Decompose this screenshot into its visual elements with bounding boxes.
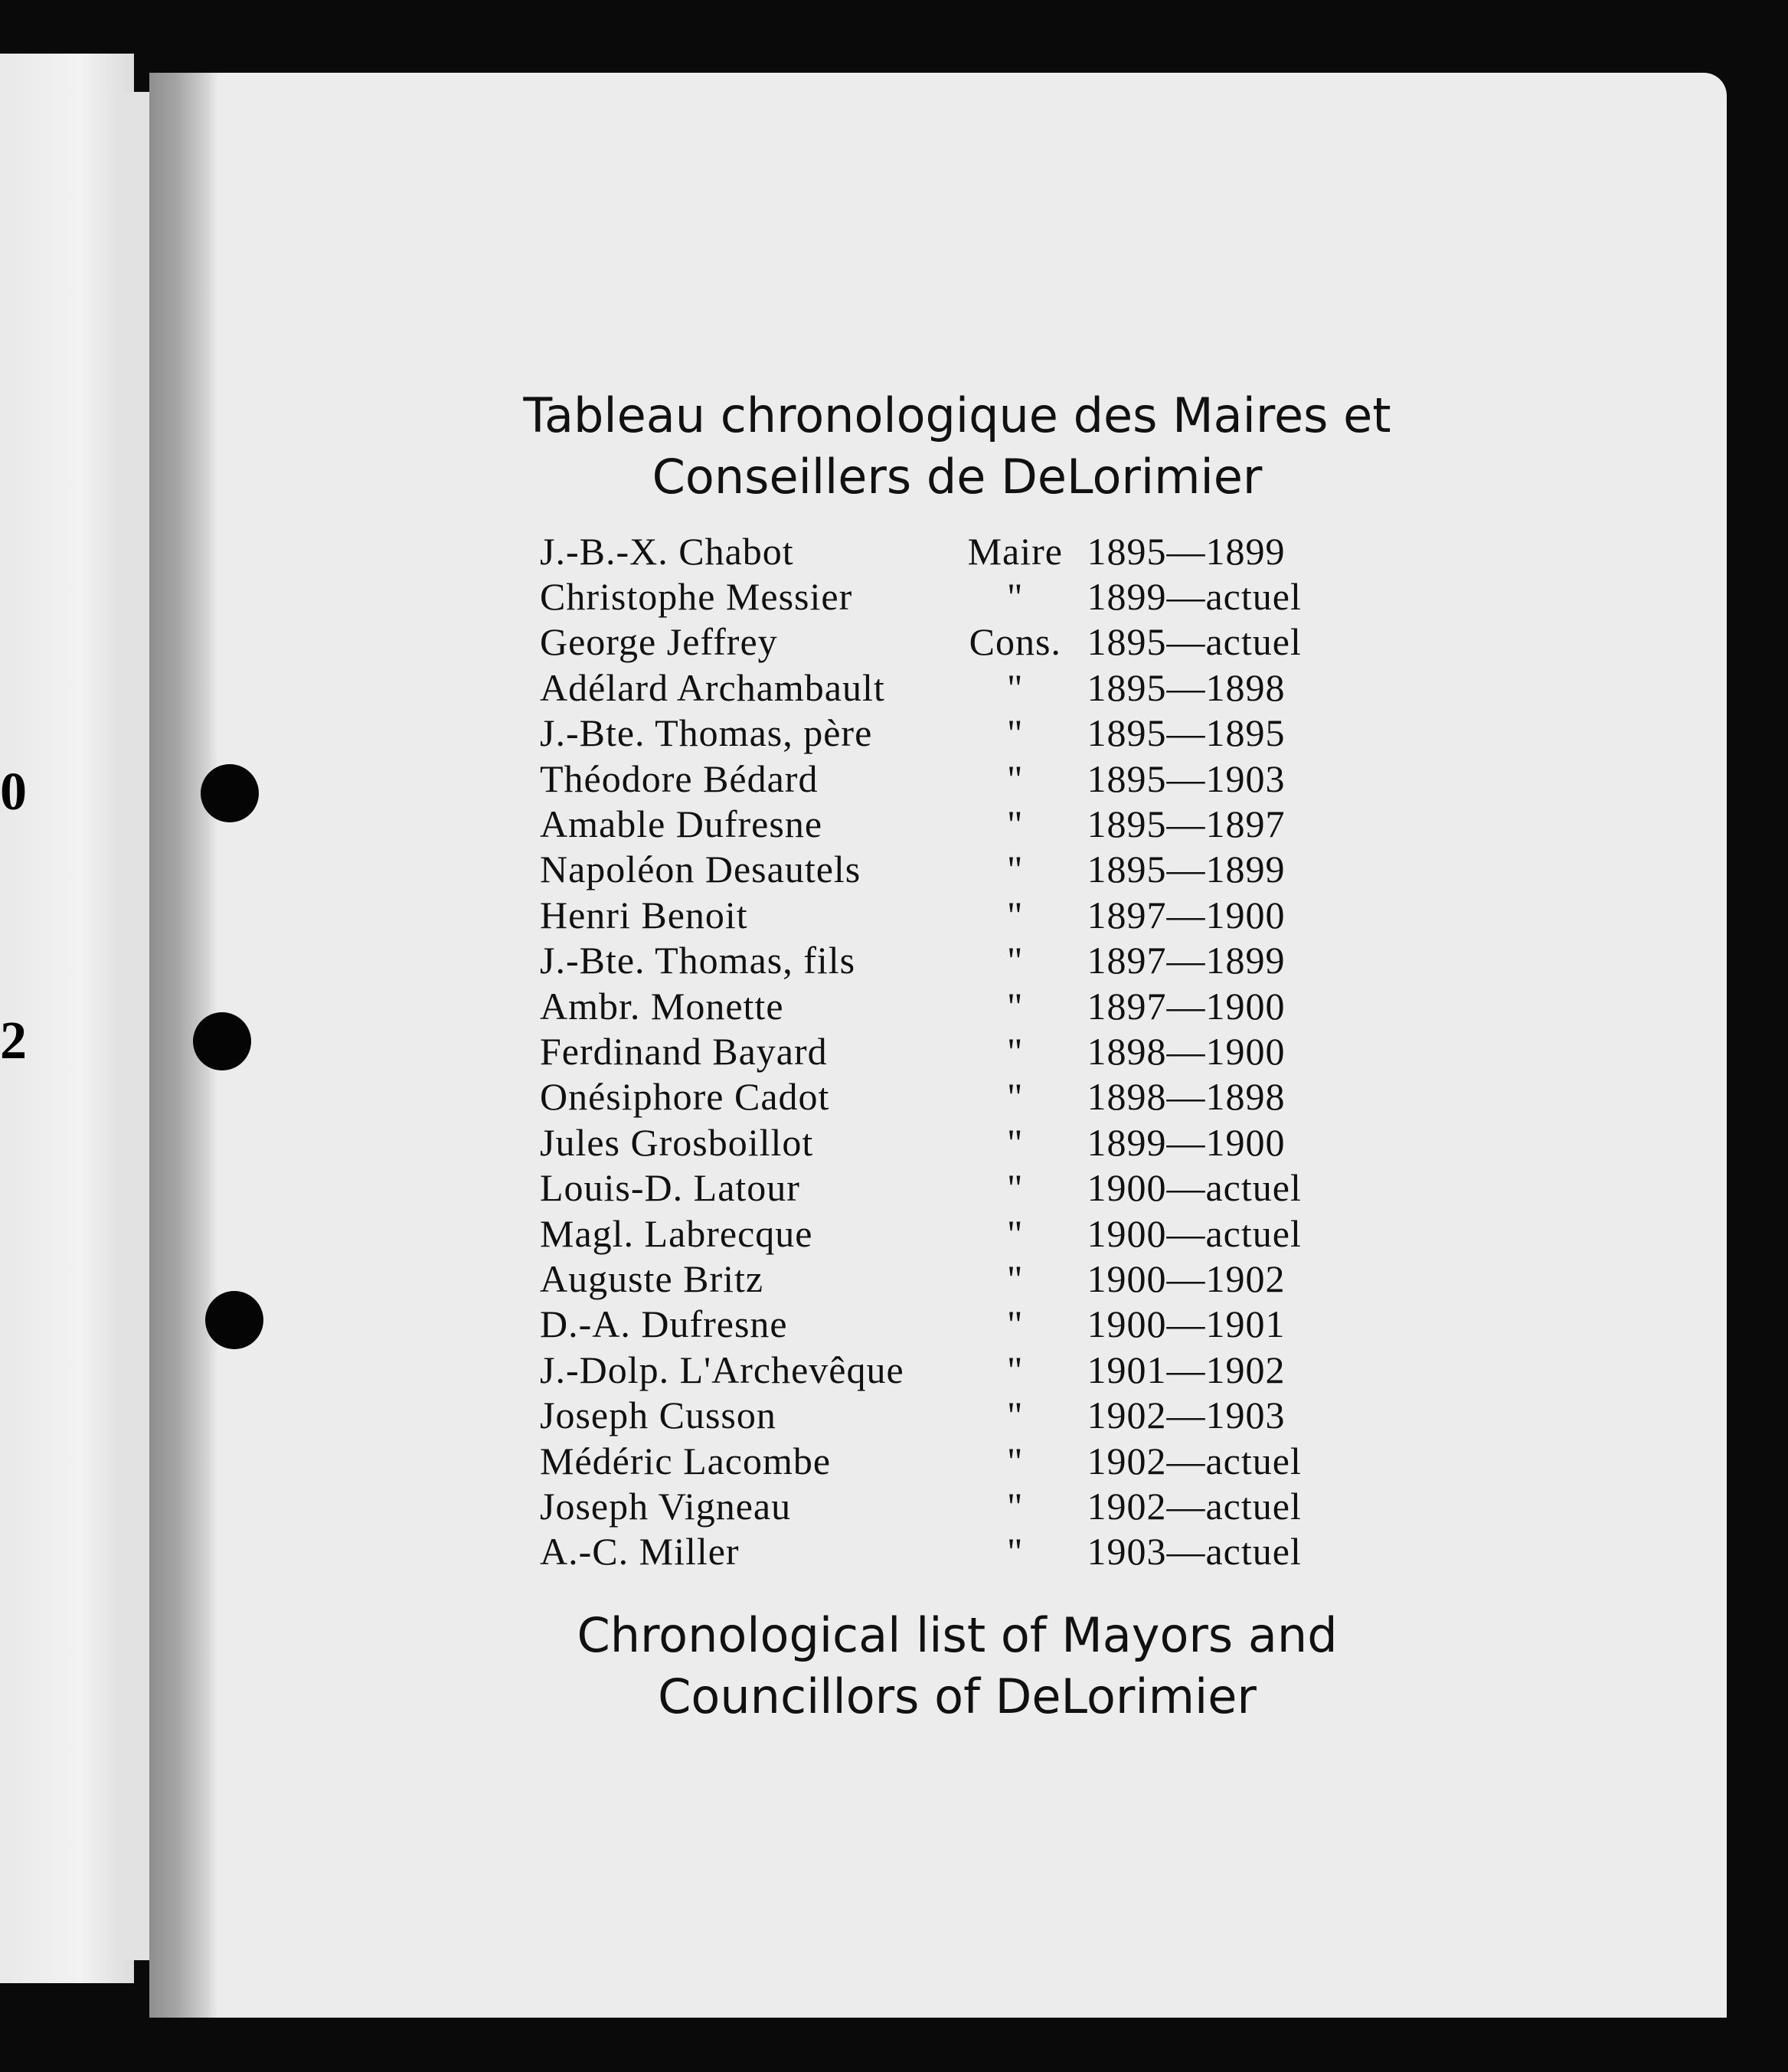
roster-name: J.-B.-X. Chabot <box>540 529 794 573</box>
roster-name: Adélard Archambault <box>540 665 885 709</box>
roster-years: 1900—1901 <box>1087 1302 1286 1346</box>
roster-name: Joseph Vigneau <box>540 1484 792 1528</box>
roster-years: 1901—1902 <box>1087 1348 1286 1391</box>
table-row <box>540 619 1367 665</box>
roster-role: " <box>1007 802 1024 846</box>
table-row <box>540 983 1367 1028</box>
roster-years: 1895—actuel <box>1087 620 1302 664</box>
roster-years: 1902—actuel <box>1087 1484 1302 1528</box>
roster-name: J.-Dolp. L'Archevêque <box>540 1348 904 1391</box>
roster-years: 1899—actuel <box>1087 575 1302 619</box>
roster-name: Amable Dufresne <box>540 802 823 846</box>
roster-years: 1895—1897 <box>1087 802 1286 846</box>
roster-role: " <box>1007 848 1024 891</box>
roster-name: A.-C. Miller <box>540 1530 740 1574</box>
roster-role: " <box>1007 1302 1024 1346</box>
table-row <box>540 1256 1367 1301</box>
roster-years: 1902—actuel <box>1087 1439 1302 1482</box>
roster-years: 1900—actuel <box>1087 1166 1302 1210</box>
roster-name: Auguste Britz <box>540 1257 764 1300</box>
title-english-line-1: Chronological list of Mayors and <box>577 1607 1338 1663</box>
table-row <box>540 1438 1367 1483</box>
roster-years: 1895—1899 <box>1087 529 1286 573</box>
roster-name: Napoléon Desautels <box>540 848 861 891</box>
table-row <box>540 1119 1367 1165</box>
table-row <box>540 801 1367 846</box>
edge-glyph: 0 <box>0 763 27 822</box>
roster-role: " <box>1007 757 1024 800</box>
roster-years: 1898—1900 <box>1087 1029 1286 1073</box>
table-row <box>540 528 1367 574</box>
roster-years: 1895—1898 <box>1087 665 1286 709</box>
edge-glyph: 2 <box>0 1011 27 1070</box>
table-row <box>540 847 1367 892</box>
roster-name: Joseph Cusson <box>540 1394 776 1437</box>
table-row <box>540 1165 1367 1210</box>
roster-role: " <box>1007 1166 1024 1210</box>
roster-role: " <box>1007 893 1024 936</box>
roster-name: Onésiphore Cadot <box>540 1075 830 1119</box>
roster-name: Ambr. Monette <box>540 984 784 1028</box>
roster-name: Henri Benoit <box>540 893 748 936</box>
table-row <box>540 1074 1367 1119</box>
roster-years: 1899—1900 <box>1087 1120 1286 1164</box>
roster-years: 1895—1903 <box>1087 757 1286 800</box>
table-row <box>540 1483 1367 1528</box>
roster-years: 1903—actuel <box>1087 1530 1302 1574</box>
table-row <box>540 665 1367 710</box>
roster-years: 1902—1903 <box>1087 1394 1286 1437</box>
roster-role: " <box>1007 1120 1024 1164</box>
roster-role: " <box>1007 1075 1024 1119</box>
roster-role: " <box>1007 575 1024 619</box>
roster-role: " <box>1007 1029 1024 1073</box>
roster-role: " <box>1007 1394 1024 1437</box>
table-row <box>540 711 1367 756</box>
title-french-line-1: Tableau chronologique des Maires et <box>523 387 1391 443</box>
title-french-line-2: Conseillers de DeLorimier <box>652 449 1263 505</box>
roster-role: Maire <box>967 529 1063 573</box>
roster-years: 1900—1902 <box>1087 1257 1286 1300</box>
table-row <box>540 574 1367 619</box>
punch-hole <box>201 764 259 822</box>
roster-name: Louis-D. Latour <box>540 1166 800 1210</box>
previous-page-margin <box>115 92 152 1960</box>
roster-role: " <box>1007 939 1024 982</box>
title-french <box>490 385 1424 508</box>
roster-role: " <box>1007 1530 1024 1574</box>
roster-years: 1895—1899 <box>1087 848 1286 891</box>
roster-body <box>540 528 1367 1574</box>
roster-years: 1897—1900 <box>1087 893 1286 936</box>
roster-role: " <box>1007 1439 1024 1482</box>
roster-years: 1900—actuel <box>1087 1211 1302 1255</box>
roster-role: " <box>1007 665 1024 709</box>
roster-role: " <box>1007 1257 1024 1300</box>
table-row <box>540 1211 1367 1256</box>
roster-role: " <box>1007 1484 1024 1528</box>
roster-role: " <box>1007 711 1024 755</box>
table-row <box>540 1302 1367 1347</box>
table-row <box>540 1347 1367 1392</box>
punch-hole <box>193 1012 251 1070</box>
roster-years: 1897—1899 <box>1087 939 1286 982</box>
table-row <box>540 1529 1367 1574</box>
roster-table <box>540 528 1367 1574</box>
roster-name: J.-Bte. Thomas, fils <box>540 939 856 982</box>
roster-role: " <box>1007 1211 1024 1255</box>
roster-name: Théodore Bédard <box>540 757 819 800</box>
roster-role: " <box>1007 984 1024 1028</box>
table-row <box>540 756 1367 801</box>
roster-name: D.-A. Dufresne <box>540 1302 788 1346</box>
roster-role: Cons. <box>969 620 1061 664</box>
title-english-line-2: Councillors of DeLorimier <box>658 1668 1257 1724</box>
table-row <box>540 938 1367 983</box>
roster-name: Jules Grosboillot <box>540 1120 814 1164</box>
punch-hole <box>205 1291 263 1349</box>
table-row <box>540 1392 1367 1437</box>
roster-role: " <box>1007 1348 1024 1391</box>
roster-years: 1895—1895 <box>1087 711 1286 755</box>
roster-name: Ferdinand Bayard <box>540 1029 828 1073</box>
roster-name: Médéric Lacombe <box>540 1439 832 1482</box>
roster-years: 1898—1898 <box>1087 1075 1286 1119</box>
roster-name: George Jeffrey <box>540 620 778 664</box>
roster-name: J.-Bte. Thomas, père <box>540 711 873 755</box>
title-english <box>490 1605 1424 1727</box>
roster-name: Magl. Labrecque <box>540 1211 813 1255</box>
table-row <box>540 1028 1367 1074</box>
roster-years: 1897—1900 <box>1087 984 1286 1028</box>
table-row <box>540 892 1367 937</box>
roster-name: Christophe Messier <box>540 575 853 619</box>
